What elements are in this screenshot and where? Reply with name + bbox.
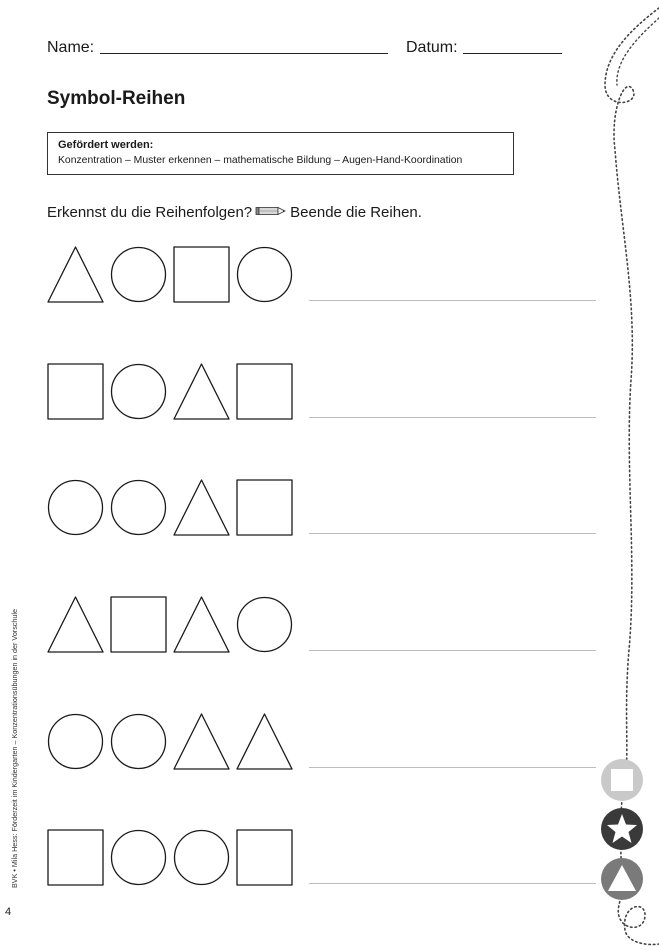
instruction xyxy=(47,204,422,221)
square-shape xyxy=(48,364,103,419)
square-shape xyxy=(48,830,103,885)
name-label: Name: xyxy=(47,39,95,56)
circle-shape xyxy=(49,481,103,535)
triangle-shape xyxy=(174,364,229,419)
triangle-shape xyxy=(237,714,292,769)
instruction-task: Beende die Reihen. xyxy=(290,204,422,221)
sidebar-source-text: BVK • Mila Hess: Förderzeit im Kindergarten – Konzentrationsübungen in der Vorschule xyxy=(10,609,19,888)
circle-shape xyxy=(175,831,229,885)
answer-line[interactable] xyxy=(309,300,596,301)
symbol-row-1 xyxy=(47,245,597,305)
circle-shape xyxy=(238,598,292,652)
symbol-row-5 xyxy=(47,712,597,772)
instruction-question: Erkennst du die Reihenfolgen? xyxy=(47,204,253,221)
row-shapes xyxy=(47,828,297,888)
info-box xyxy=(47,132,514,175)
page-title: Symbol-Reihen xyxy=(47,88,186,109)
square-shape xyxy=(174,247,229,302)
answer-line[interactable] xyxy=(309,883,596,884)
circle-shape xyxy=(112,248,166,302)
circle-shape xyxy=(49,715,103,769)
row-shapes xyxy=(47,595,297,655)
row-shapes xyxy=(47,245,297,305)
answer-line[interactable] xyxy=(309,417,596,418)
date-label: Datum: xyxy=(406,39,458,56)
answer-line[interactable] xyxy=(309,650,596,651)
circle-shape xyxy=(112,831,166,885)
info-box-text: Konzentration – Muster erkennen – mathematische Bildung – Augen-Hand-Koordination xyxy=(58,155,463,166)
square-shape xyxy=(111,597,166,652)
date-field[interactable] xyxy=(463,53,562,54)
page-number: 4 xyxy=(5,906,12,918)
pencil-icon xyxy=(255,204,287,221)
answer-line[interactable] xyxy=(309,533,596,534)
square-shape xyxy=(237,830,292,885)
triangle-shape xyxy=(48,597,103,652)
answer-line[interactable] xyxy=(309,767,596,768)
square-shape xyxy=(237,364,292,419)
symbol-row-2 xyxy=(47,362,597,422)
circle-shape xyxy=(112,481,166,535)
square-badge-icon xyxy=(600,758,644,802)
triangle-shape xyxy=(48,247,103,302)
square-shape xyxy=(237,480,292,535)
name-field[interactable] xyxy=(100,53,388,54)
row-shapes xyxy=(47,712,297,772)
triangle-shape xyxy=(174,714,229,769)
symbol-row-6 xyxy=(47,828,597,888)
triangle-badge-icon xyxy=(600,857,644,901)
symbol-row-3 xyxy=(47,478,597,538)
triangle-shape xyxy=(174,480,229,535)
triangle-shape xyxy=(174,597,229,652)
info-box-heading: Gefördert werden: xyxy=(58,139,154,151)
row-shapes xyxy=(47,478,297,538)
symbol-row-4 xyxy=(47,595,597,655)
row-shapes xyxy=(47,362,297,422)
star-badge-icon xyxy=(600,807,644,851)
circle-shape xyxy=(112,365,166,419)
circle-shape xyxy=(112,715,166,769)
circle-shape xyxy=(238,248,292,302)
